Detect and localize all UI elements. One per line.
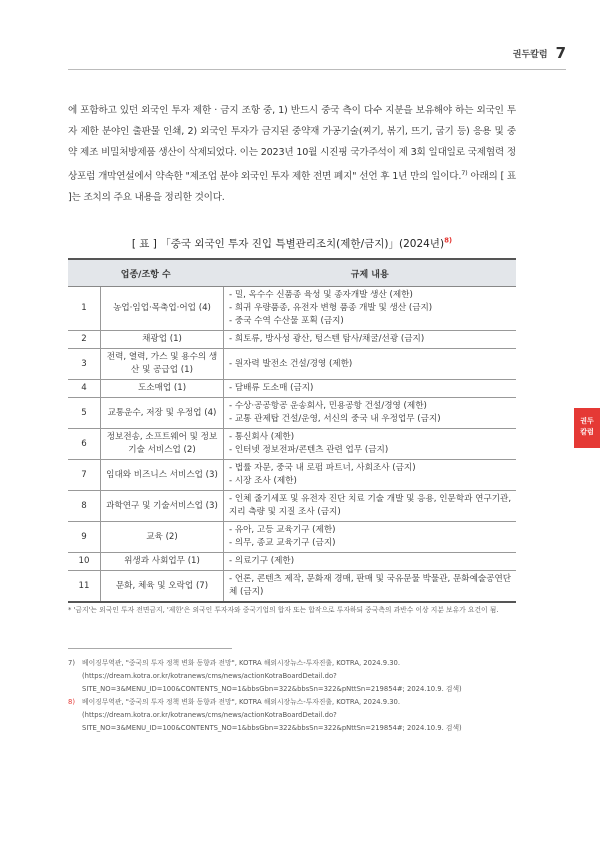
row-rules bbox=[224, 331, 517, 349]
rule-item: - 언론, 콘텐츠 제작, 문화재 경매, 판매 및 국유문물 박물관, 문화예술공연단체 (금지) bbox=[229, 574, 512, 597]
row-rules bbox=[224, 553, 517, 571]
row-rules bbox=[224, 349, 517, 380]
row-sector: 문화, 체육 및 오락업 (7) bbox=[101, 571, 224, 603]
rule-item: - 담배류 도소매 (금지) bbox=[229, 383, 314, 393]
rule-item: - 시장 조사 (제한) bbox=[229, 476, 297, 486]
row-sector: 정보전송, 소프트웨어 및 정보기술 서비스업 (2) bbox=[101, 429, 224, 460]
rule-item: - 중국 수역 수산물 포획 (금지) bbox=[229, 316, 344, 326]
row-sector: 교육 (2) bbox=[101, 522, 224, 553]
table-row bbox=[68, 331, 516, 349]
row-number: 6 bbox=[68, 429, 101, 460]
rule-item: - 밀, 옥수수 신품종 육성 및 종자개발 생산 (제한) bbox=[229, 290, 413, 300]
section-label: 권두칼럼 bbox=[512, 49, 548, 60]
header-sector: 업종/조항 수 bbox=[68, 259, 224, 287]
table-caption bbox=[68, 236, 516, 251]
row-number: 3 bbox=[68, 349, 101, 380]
table-row bbox=[68, 398, 516, 429]
table-row bbox=[68, 380, 516, 398]
rule-item: - 희토류, 방사성 광산, 텅스텐 탐사/채굴/선광 (금지) bbox=[229, 334, 425, 344]
row-rules bbox=[224, 522, 517, 553]
footnote-text: 베이징무역관, "중국의 투자 정책 변화 동향과 전망", KOTRA 해외시장뉴스-투자진출, KOTRA, 2024.9.30. (https://dream.kotra.or.kr/kotranews/cms/news/actionKotraBoardDetail.do?SITE_NO=3&MENU_ID=100&CONTENTS_NO=1&bbsGbn=322&bbsSn=322&pNttSn=219854#; 2024.10.9. 검색) bbox=[82, 659, 462, 693]
rule-item: - 의료기구 (제한) bbox=[229, 556, 295, 566]
row-rules bbox=[224, 287, 517, 331]
rule-item: - 수상·공공항공 운송회사, 민용공항 건설/경영 (제한) bbox=[229, 401, 427, 411]
footnote-number: 7) bbox=[68, 659, 75, 667]
row-number: 9 bbox=[68, 522, 101, 553]
footnote-divider bbox=[68, 648, 232, 649]
row-rules bbox=[224, 491, 517, 522]
table-row bbox=[68, 287, 516, 331]
table-row bbox=[68, 522, 516, 553]
footnote-text: 베이징무역관, "중국의 투자 정책 변화 동향과 전망", KOTRA 해외시장뉴스-투자진출, KOTRA, 2024.9.30. (https://dream.kotra.or.kr/kotranews/cms/news/actionKotraBoardDetail.do?SITE_NO=3&MENU_ID=100&CONTENTS_NO=1&bbsGbn=322&bbsSn=322&pNttSn=219854#; 2024.10.9. 검색) bbox=[82, 698, 462, 732]
side-tab[interactable] bbox=[574, 408, 600, 448]
header-divider bbox=[68, 69, 566, 70]
row-sector: 과학연구 및 기술서비스업 (3) bbox=[101, 491, 224, 522]
row-rules bbox=[224, 398, 517, 429]
rule-item: - 의무, 종교 교육기구 (금지) bbox=[229, 538, 336, 548]
rule-item: - 유아, 고등 교육기구 (제한) bbox=[229, 525, 336, 535]
footnote-ref-8[interactable]: 8) bbox=[444, 236, 453, 245]
regulation-table bbox=[68, 258, 516, 603]
rule-item: - 법률 자문, 중국 내 로펌 파트너, 사회조사 (금지) bbox=[229, 463, 416, 473]
table-row bbox=[68, 349, 516, 380]
row-number: 5 bbox=[68, 398, 101, 429]
row-number: 7 bbox=[68, 460, 101, 491]
row-rules bbox=[224, 460, 517, 491]
row-sector: 농업·임업·목축업·어업 (4) bbox=[101, 287, 224, 331]
row-number: 8 bbox=[68, 491, 101, 522]
row-rules bbox=[224, 429, 517, 460]
footnote-number: 8) bbox=[68, 698, 75, 706]
table-row bbox=[68, 571, 516, 603]
table-row bbox=[68, 460, 516, 491]
footnote bbox=[68, 696, 538, 735]
page-header bbox=[513, 44, 566, 62]
side-tab-line1: 권두 bbox=[580, 417, 594, 425]
table-row bbox=[68, 553, 516, 571]
rule-item: - 인체 줄기세포 및 유전자 진단 치료 기술 개발 및 응용, 인문학과 연구기관, 지리 측량 및 지질 조사 (금지) bbox=[229, 494, 512, 517]
table-caption-text: [ 표 ] 「중국 외국인 투자 진입 특별관리조치(제한/금지)」(2024년) bbox=[131, 238, 445, 250]
rule-item: - 인터넷 정보전파/콘텐츠 관련 업무 (금지) bbox=[229, 445, 389, 455]
side-tab-line2: 칼럼 bbox=[580, 428, 594, 436]
page-number: 7 bbox=[555, 44, 566, 62]
table-row bbox=[68, 491, 516, 522]
body-paragraph bbox=[68, 100, 516, 208]
table-note: * '금지'는 외국인 투자 전면금지, '제한'은 외국인 투자자와 중국기업의 합자 또는 합작으로 투자하되 중국측의 과반수 이상 지분 보유가 요건이 됨. bbox=[68, 606, 499, 614]
row-number: 1 bbox=[68, 287, 101, 331]
row-sector: 도소매업 (1) bbox=[101, 380, 224, 398]
rule-item: - 통신회사 (제한) bbox=[229, 432, 295, 442]
footnote-ref-7[interactable]: 7) bbox=[461, 169, 468, 177]
row-sector: 전력, 열력, 가스 및 용수의 생산 및 공급업 (1) bbox=[101, 349, 224, 380]
body-text-main: 에 포함하고 있던 외국인 투자 제한 · 금지 조항 중, 1) 반드시 중국 측이 다수 지분을 보유해야 하는 외국인 투자 제한 분야인 출판물 인쇄, 2) 외국인 투자가 금지된 중약재 가공기술(찌기, 볶기, 뜨기, 굽기 등) 응용 및 중약 제조 비밀처방제품 생산이 삭제되었다. 이는 2023년 10월 시진핑 국가주석이 제 3회 일대일로 국제협력 정상포럼 개막연설에서 약속한 "제조업 분야 외국인 투자 제한 전면 폐지" 선언 후 1년 만의 일이다. bbox=[68, 105, 516, 183]
header-rules: 규제 내용 bbox=[224, 259, 517, 287]
row-sector: 채광업 (1) bbox=[101, 331, 224, 349]
row-number: 11 bbox=[68, 571, 101, 603]
rule-item: - 희귀 우량품종, 유전자 변형 품종 개발 및 생산 (금지) bbox=[229, 303, 433, 313]
rule-item: - 원자력 발전소 건설/경영 (제한) bbox=[229, 358, 353, 369]
row-number: 2 bbox=[68, 331, 101, 349]
row-rules bbox=[224, 380, 517, 398]
footnotes bbox=[68, 657, 538, 735]
body-text-tail: 아래의 [ 표 ]는 조치의 주요 내용을 정리한 것이다. bbox=[68, 171, 516, 204]
table-header-row bbox=[68, 259, 516, 287]
row-sector: 교통운수, 저장 및 우정업 (4) bbox=[101, 398, 224, 429]
row-number: 4 bbox=[68, 380, 101, 398]
table-row bbox=[68, 429, 516, 460]
row-sector: 위생과 사회업무 (1) bbox=[101, 553, 224, 571]
row-sector: 임대와 비즈니스 서비스업 (3) bbox=[101, 460, 224, 491]
row-number: 10 bbox=[68, 553, 101, 571]
footnote bbox=[68, 657, 538, 696]
row-rules bbox=[224, 571, 517, 603]
rule-item: - 교통 관제탑 건설/운영, 서신의 중국 내 우정업무 (금지) bbox=[229, 414, 441, 424]
